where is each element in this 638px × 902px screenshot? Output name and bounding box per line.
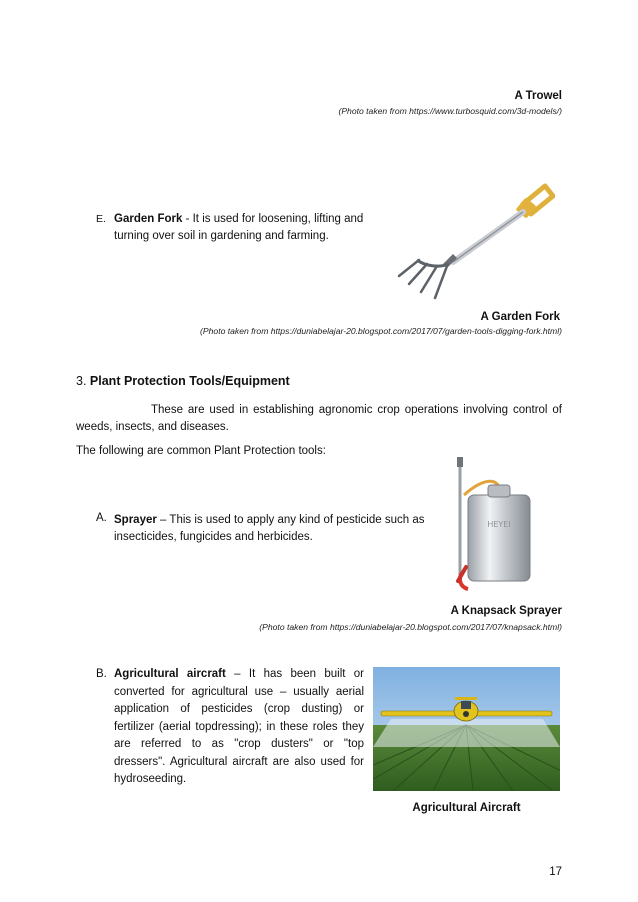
trowel-caption: A Trowel (514, 90, 562, 102)
sprayer-caption: A Knapsack Sprayer (450, 605, 562, 617)
agricultural-aircraft-image (373, 667, 560, 791)
aircraft-text (114, 666, 364, 789)
item-letter-e: E. (96, 213, 106, 225)
garden-fork-photo-source: (Photo taken from https://duniabelajar-20.blogspot.com/2017/07/garden-tools-digging-fork.html) (200, 326, 562, 336)
aircraft-caption: Agricultural Aircraft (412, 802, 521, 814)
aircraft-term: Agricultural aircraft (114, 668, 226, 680)
garden-fork-image (395, 180, 555, 305)
section-3-title: Plant Protection Tools/Equipment (89, 374, 290, 388)
sprayer-term: Sprayer (114, 514, 157, 526)
knapsack-sprayer-image (430, 455, 550, 597)
page-number: 17 (549, 866, 562, 878)
aircraft-description: – It has been built or converted for agricultural use – usually aerial application of pesticides (crop dusting) or fertilizer (aerial topdressing); in these roles they are referred to as "crop dusters" or "top dressers". Agricultural aircraft are also used for hydroseeding. (114, 668, 364, 785)
sprayer-description: – This is used to apply any kind of pesticide such as insecticides, fungicides and herbicides. (114, 514, 425, 543)
garden-fork-caption: A Garden Fork (480, 311, 560, 323)
trowel-photo-source: (Photo taken from https://www.turbosquid.com/3d-models/) (338, 106, 562, 116)
item-letter-b: B. (96, 668, 107, 680)
item-letter-a: A. (96, 512, 107, 524)
sprayer-text (114, 512, 428, 546)
section-3-heading (76, 374, 290, 388)
svg-text:HEYEI: HEYEI (487, 520, 511, 529)
garden-fork-description: - It is used for loosening, lifting and turning over soil in gardening and farming. (114, 213, 364, 242)
sprayer-photo-source: (Photo taken from https://duniabelajar-20.blogspot.com/2017/07/knapsack.html) (259, 622, 562, 632)
section-3-lead: The following are common Plant Protection tools: (76, 445, 326, 457)
garden-fork-term: Garden Fork (114, 213, 183, 225)
section-3-number: 3. (76, 374, 87, 388)
garden-fork-text (114, 211, 376, 245)
section-3-intro: These are used in establishing agronomic crop operations involving control of weeds, insects, and diseases. (76, 404, 562, 433)
